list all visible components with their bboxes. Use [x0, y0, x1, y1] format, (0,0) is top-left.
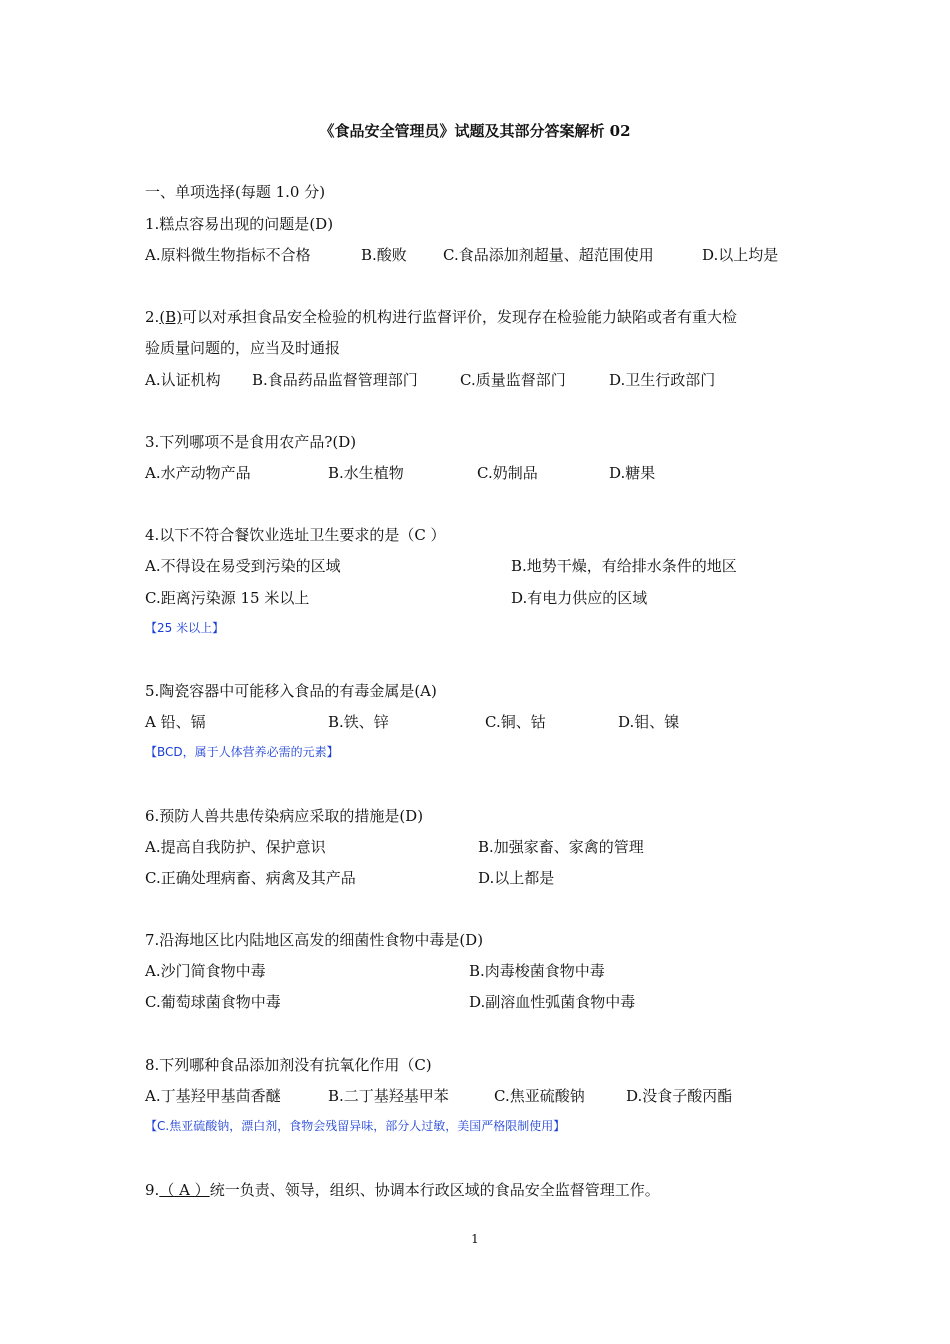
question-1-option-a: A.原料微生物指标不合格 [145, 246, 311, 264]
question-3-stem: 3.下列哪项不是食用农产品?(D) [145, 433, 357, 451]
question-4-option-a: A.不得设在易受到污染的区域 [145, 557, 341, 575]
question-9-stem [145, 1180, 660, 1200]
question-6-option-b: B.加强家畜、家禽的管理 [478, 838, 644, 856]
question-7-option-d: D.副溶血性弧菌食物中毒 [469, 993, 636, 1011]
question-7-stem: 7.沿海地区比内陆地区高发的细菌性食物中毒是(D) [145, 931, 484, 949]
question-6-option-c: C.正确处理病畜、病禽及其产品 [145, 869, 356, 887]
question-6-option-d: D.以上都是 [478, 869, 555, 887]
question-9-number: 9. [145, 1181, 160, 1199]
question-5-stem: 5.陶瓷容器中可能移入食品的有毒金属是(A) [145, 682, 437, 700]
question-2-stem-line2: 验质量问题的，应当及时通报 [145, 339, 341, 357]
question-8-option-d: D.没食子酸丙酯 [626, 1087, 733, 1105]
question-6-option-a: A.提高自我防护、保护意识 [145, 838, 326, 856]
question-4-stem: 4.以下不符合餐饮业选址卫生要求的是（C ） [145, 526, 446, 544]
question-8-stem: 8.下列哪种食品添加剂没有抗氧化作用（C) [145, 1056, 432, 1074]
question-2-option-b: B.食品药品监督管理部门 [252, 371, 418, 389]
question-2-option-a: A.认证机构 [145, 371, 221, 389]
question-8-option-c: C.焦亚硫酸钠 [494, 1087, 585, 1105]
question-5-option-d: D.钼、镍 [618, 713, 680, 731]
question-9-answer: （ A ） [159, 1181, 210, 1199]
question-3-option-b: B.水生植物 [328, 464, 404, 482]
question-3-option-d: D.糖果 [609, 464, 656, 482]
question-2-stem-text: 可以对承担食品安全检验的机构进行监督评价，发现存在检验能力缺陷或者有重大检 [182, 308, 738, 326]
question-8-note: 【C.焦亚硫酸钠，漂白剂，食物会残留异味，部分人过敏，美国严格限制使用】 [145, 1119, 566, 1133]
question-2-answer: (B) [159, 308, 183, 326]
question-1-stem: 1.糕点容易出现的问题是(D) [145, 215, 334, 233]
question-1-option-c: C.食品添加剂超量、超范围使用 [443, 246, 654, 264]
question-2-stem [145, 307, 737, 327]
question-3-option-a: A.水产动物产品 [145, 464, 251, 482]
question-4-option-d: D.有电力供应的区域 [511, 589, 648, 607]
question-4-option-c: C.距离污染源 15 米以上 [145, 589, 310, 607]
question-2-option-d: D.卫生行政部门 [609, 371, 716, 389]
question-5-option-b: B.铁、锌 [328, 713, 389, 731]
question-6-stem: 6.预防人兽共患传染病应采取的措施是(D) [145, 807, 424, 825]
question-4-option-b: B.地势干燥，有给排水条件的地区 [511, 557, 737, 575]
question-8-option-b: B.二丁基羟基甲苯 [328, 1087, 449, 1105]
question-3-option-c: C.奶制品 [477, 464, 538, 482]
question-7-option-c: C.葡萄球菌食物中毒 [145, 993, 281, 1011]
question-4-note: 【25 米以上】 [145, 621, 225, 635]
page-number: 1 [471, 1232, 479, 1246]
question-9-stem-text: 统一负责、领导，组织、协调本行政区域的食品安全监督管理工作。 [209, 1181, 660, 1199]
question-2-number: 2. [145, 308, 160, 326]
question-8-option-a: A.丁基羟甲基茴香醚 [145, 1087, 281, 1105]
question-5-note: 【BCD，属于人体营养必需的元素】 [145, 745, 339, 759]
question-1-option-d: D.以上均是 [702, 246, 779, 264]
section-heading: 一、单项选择(每题 1.0 分) [145, 183, 326, 201]
question-2-option-c: C.质量监督部门 [460, 371, 566, 389]
question-7-option-a: A.沙门简食物中毒 [145, 962, 266, 980]
question-7-option-b: B.肉毒梭菌食物中毒 [469, 962, 605, 980]
document-title: 《食品安全管理员》试题及其部分答案解析 02 [319, 122, 631, 140]
question-5-option-a: A 铅、镉 [145, 713, 206, 731]
question-5-option-c: C.铜、钴 [485, 713, 546, 731]
question-1-option-b: B.酸败 [361, 246, 407, 264]
